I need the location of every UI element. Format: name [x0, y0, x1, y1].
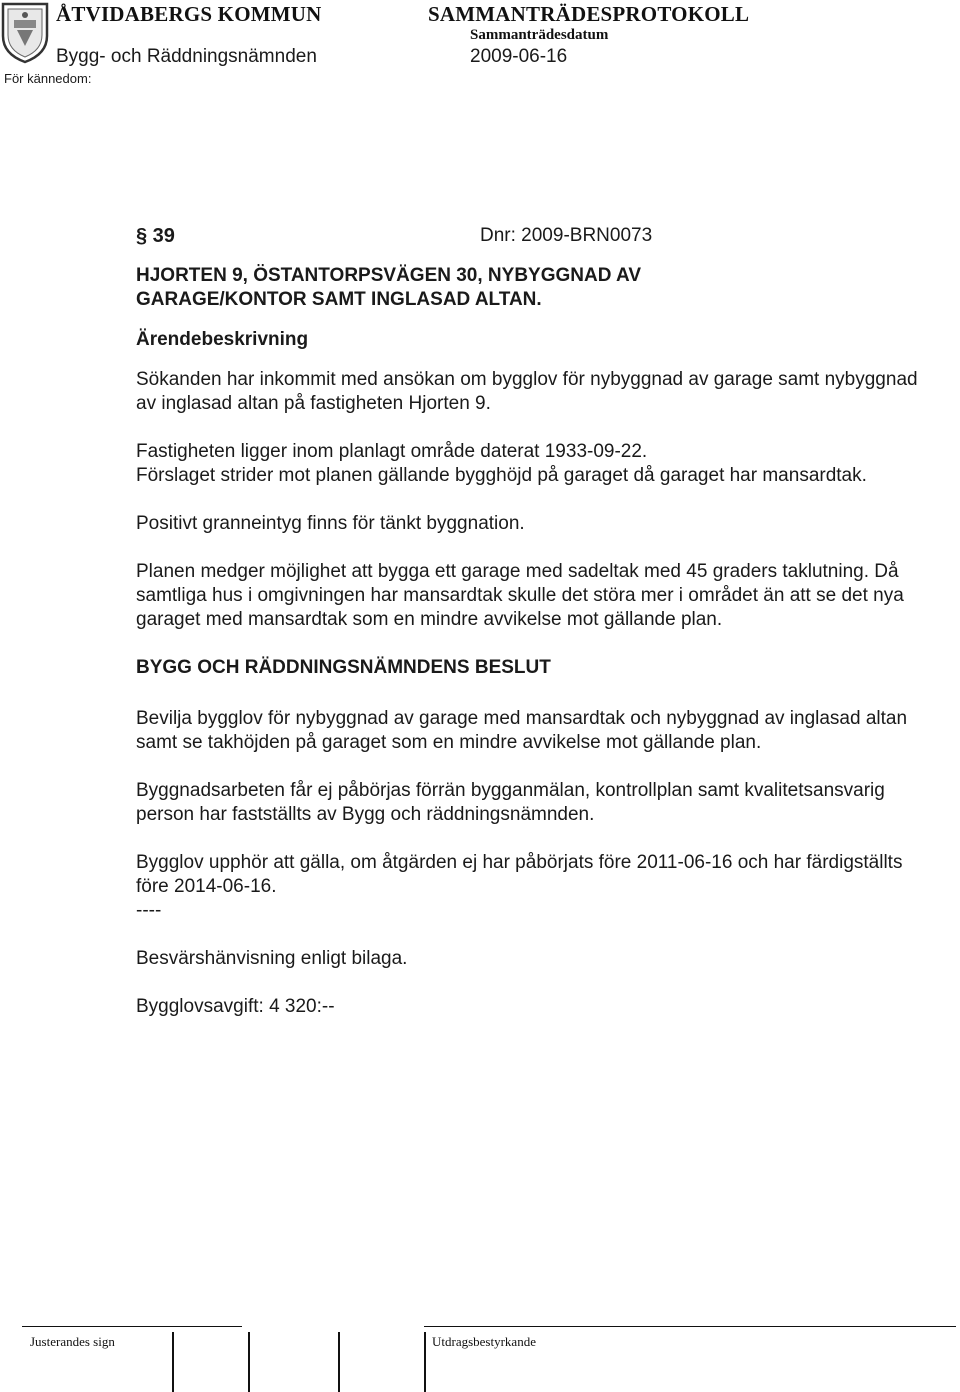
decision-paragraph: Bygglov upphör att gälla, om åtgärden ej har påbörjats före 2011-06-16 och har färdigställts före 2014-06-16. — [136, 852, 903, 897]
description-paragraph: Sökanden har inkommit med ansökan om bygglov för nybyggnad av garage samt nybyggnad av inglasad altan på fastigheten Hjorten 9. — [136, 369, 918, 414]
appeal-info: Besvärshänvisning enligt bilaga. — [136, 948, 408, 969]
description-paragraph: Planen medger möjlighet att bygga ett garage med sadeltak med 45 graders taklutning. Då samtliga hus i omgivningen har mansardtak skulle det störa mer i området än att se det nya garaget med mansardtak som en mindre avvikelse mot gällande plan. — [136, 561, 904, 630]
protocol-body — [136, 220, 926, 1043]
notice-label: För kännedom: — [4, 71, 92, 86]
description-paragraph: Förslaget strider mot planen gällande bygghöjd på garaget då garaget har mansardtak. — [136, 465, 867, 486]
description-paragraph: Positivt granneintyg finns för tänkt byggnation. — [136, 513, 525, 534]
municipality-crest-icon — [0, 0, 50, 64]
meeting-date-label: Sammanträdesdatum — [470, 27, 609, 43]
case-reference-number: Dnr: 2009-BRN0073 — [480, 225, 653, 246]
decision-heading: BYGG OCH RÄDDNINGSNÄMNDENS BESLUT — [136, 657, 551, 678]
description-paragraph: Fastigheten ligger inom planlagt område daterat 1933-09-22. — [136, 441, 648, 462]
permit-fee: Bygglovsavgift: 4 320:-- — [136, 996, 335, 1017]
footer-rule — [424, 1326, 956, 1327]
committee-name: Bygg- och Räddningsnämnden — [56, 46, 317, 67]
justerandes-sign-label: Justerandes sign — [30, 1334, 115, 1349]
case-title — [136, 264, 926, 312]
signature-box-divider — [248, 1332, 250, 1392]
signature-box-divider — [424, 1332, 426, 1392]
footer-rule — [22, 1326, 242, 1327]
paragraph-number: § 39 — [136, 225, 175, 247]
case-title-line: GARAGE/KONTOR SAMT INGLASAD ALTAN. — [136, 289, 542, 310]
case-title-line: HJORTEN 9, ÖSTANTORPSVÄGEN 30, NYBYGGNAD AV — [136, 265, 641, 286]
document-type: SAMMANTRÄDESPROTOKOLL — [428, 2, 750, 26]
organization-name: ÅTVIDABERGS KOMMUN — [56, 2, 322, 26]
utdragsbestyrkande-label: Utdragsbestyrkande — [432, 1334, 536, 1349]
signature-footer — [0, 1326, 960, 1392]
decision-paragraph: Bevilja bygglov för nybyggnad av garage med mansardtak och nybyggnad av inglasad altan samt se takhöjden på garaget som en mindre avvikelse mot gällande plan. — [136, 708, 908, 753]
decision-paragraph: Byggnadsarbeten får ej påbörjas förrän bygganmälan, kontrollplan samt kvalitetsansvarig person har fastställts av Bygg och räddningsnämnden. — [136, 780, 885, 825]
case-description-heading: Ärendebeskrivning — [136, 329, 309, 350]
signature-box-divider — [172, 1332, 174, 1392]
decision-separator: ---- — [136, 900, 162, 921]
section-header — [136, 220, 926, 250]
meeting-date: 2009-06-16 — [470, 46, 568, 67]
signature-box-divider — [338, 1332, 340, 1392]
